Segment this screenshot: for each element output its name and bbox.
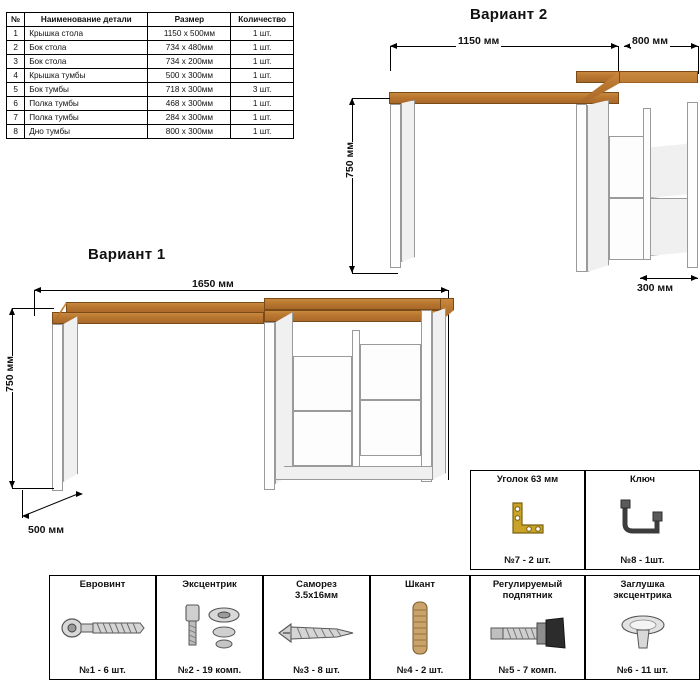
v2-left-leg (390, 104, 401, 268)
v1-shelf-box-top-right (360, 344, 421, 400)
v1-shelf-box-bottom-right (360, 400, 421, 456)
corner-bracket-icon (471, 485, 584, 555)
parts-table (6, 12, 294, 139)
v2-pedestal-mid-panel (643, 108, 651, 260)
table-header-row (7, 13, 294, 27)
cell-num: 2 (7, 41, 25, 55)
v2-pedestal-right-panel (687, 102, 698, 268)
v2-depth-label: 800 мм (632, 35, 668, 47)
hardware-title: Шкант (405, 579, 435, 590)
cell-num: 1 (7, 27, 25, 41)
table-row (7, 97, 294, 111)
v1-pedestal-left-inner (275, 312, 293, 484)
hardware-qty: №3 - 8 шт. (293, 665, 340, 676)
cell-num: 3 (7, 55, 25, 69)
v2-width-label: 1150 мм (458, 35, 500, 47)
hardware-title: Евровинт (79, 579, 126, 590)
hardware-title: Эксцентрик (182, 579, 237, 590)
table-row (7, 41, 294, 55)
hardware-title-line1: Заглушка (620, 579, 665, 590)
table-row (7, 55, 294, 69)
cell-size: 500 x 300мм (148, 69, 231, 83)
v1-left-leg-front (52, 324, 63, 491)
v1-worktop-left-top (66, 302, 278, 313)
variant2-title: Вариант 2 (470, 6, 548, 23)
hardware-card-cam-lock (156, 575, 263, 680)
hardware-title-line2: подпятник (502, 590, 553, 601)
v1-pedestal-right-panel (421, 310, 432, 482)
allen-key-icon (586, 485, 699, 555)
cell-qty: 1 шт. (231, 125, 294, 139)
cell-name: Крышка тумбы (25, 69, 148, 83)
hardware-card-cam-cover (585, 575, 700, 680)
cell-name: Полка тумбы (25, 97, 148, 111)
table-row (7, 83, 294, 97)
cell-name: Крышка стола (25, 27, 148, 41)
v1-height-label: 750 мм (4, 356, 16, 392)
hardware-title-line1: Регулируемый (492, 579, 563, 590)
cell-name: Бок стола (25, 55, 148, 69)
hardware-title: Уголок 63 мм (496, 474, 559, 485)
cell-num: 8 (7, 125, 25, 139)
v1-pedestal-mid-panel (352, 330, 360, 480)
v2-bottom-label: 300 мм (637, 282, 673, 294)
hardware-card-adjustable-foot (470, 575, 585, 680)
cell-qty: 1 шт. (231, 69, 294, 83)
v1-pedestal-bottom-rail (275, 466, 433, 480)
v1-worktop-left (52, 312, 264, 324)
hardware-title-line2: эксцентрика (613, 590, 672, 601)
hardware-qty: №6 - 11 шт. (616, 665, 669, 676)
table-row (7, 111, 294, 125)
cell-size: 284 x 300мм (148, 111, 231, 125)
cell-size: 734 x 200мм (148, 55, 231, 69)
v2-worktop-back-edge (619, 71, 698, 105)
cell-name: Бок стола (25, 41, 148, 55)
cell-name: Бок тумбы (25, 83, 148, 97)
table-row (7, 69, 294, 83)
v2-height-label: 750 мм (344, 142, 356, 178)
cell-size: 468 x 300мм (148, 97, 231, 111)
hardware-card-allen-key (585, 470, 700, 570)
v2-left-leg-side (401, 100, 415, 262)
cell-name: Дно тумбы (25, 125, 148, 139)
dowel-icon (371, 590, 469, 665)
v1-shelf-box-bottom-left (293, 411, 352, 466)
cell-qty: 1 шт. (231, 111, 294, 125)
hardware-card-self-tapping-screw (263, 575, 370, 680)
v1-worktop-right (264, 298, 454, 310)
col-num: № (7, 13, 25, 27)
cell-num: 7 (7, 111, 25, 125)
hardware-title-line2: 3.5x16мм (294, 590, 339, 601)
cell-num: 6 (7, 97, 25, 111)
variant1-title: Вариант 1 (88, 246, 166, 263)
cell-qty: 1 шт. (231, 41, 294, 55)
variant2-drawing (330, 30, 700, 295)
cell-qty: 1 шт. (231, 55, 294, 69)
cell-qty: 1 шт. (231, 27, 294, 41)
v1-width-label: 1650 мм (192, 278, 234, 290)
col-name: Наименование детали (25, 13, 148, 27)
adjustable-foot-icon (471, 601, 584, 665)
hardware-card-euro-screw (49, 575, 156, 680)
cell-size: 718 x 300мм (148, 83, 231, 97)
cell-qty: 1 шт. (231, 97, 294, 111)
v1-shelf-box-top-left (293, 356, 352, 411)
col-qty: Количество (231, 13, 294, 27)
hardware-qty: №2 - 19 комп. (177, 665, 242, 676)
cam-lock-icon (157, 590, 262, 665)
hardware-qty: №4 - 2 шт. (396, 665, 444, 676)
hardware-qty: №8 - 1шт. (620, 555, 665, 566)
v1-left-leg-side (63, 316, 78, 482)
cell-size: 800 x 300мм (148, 125, 231, 139)
cell-size: 1150 x 500мм (148, 27, 231, 41)
table-row (7, 27, 294, 41)
euro-screw-icon (50, 590, 155, 665)
hardware-qty: №1 - 6 шт. (79, 665, 126, 676)
v1-pedestal-left-panel (264, 322, 275, 490)
cell-size: 734 x 480мм (148, 41, 231, 55)
cell-name: Полка тумбы (25, 111, 148, 125)
cam-cover-icon (586, 601, 699, 665)
v1-depth-label: 500 мм (28, 524, 64, 536)
cell-num: 4 (7, 69, 25, 83)
self-tapping-screw-icon (264, 601, 369, 665)
v2-pedestal-inner-panel (587, 100, 609, 272)
variant1-drawing (0, 268, 470, 568)
hardware-qty: №5 - 7 комп. (498, 665, 557, 676)
v2-pedestal-front-left-panel (576, 104, 587, 272)
hardware-card-corner-bracket (470, 470, 585, 570)
hardware-title-line1: Саморез (296, 579, 337, 590)
cell-qty: 3 шт. (231, 83, 294, 97)
col-size: Размер (148, 13, 231, 27)
hardware-title: Ключ (629, 474, 656, 485)
v1-pedestal-right-inner (432, 308, 446, 480)
table-row (7, 125, 294, 139)
hardware-qty: №7 - 2 шт. (504, 555, 551, 566)
cell-num: 5 (7, 83, 25, 97)
hardware-card-dowel (370, 575, 470, 680)
